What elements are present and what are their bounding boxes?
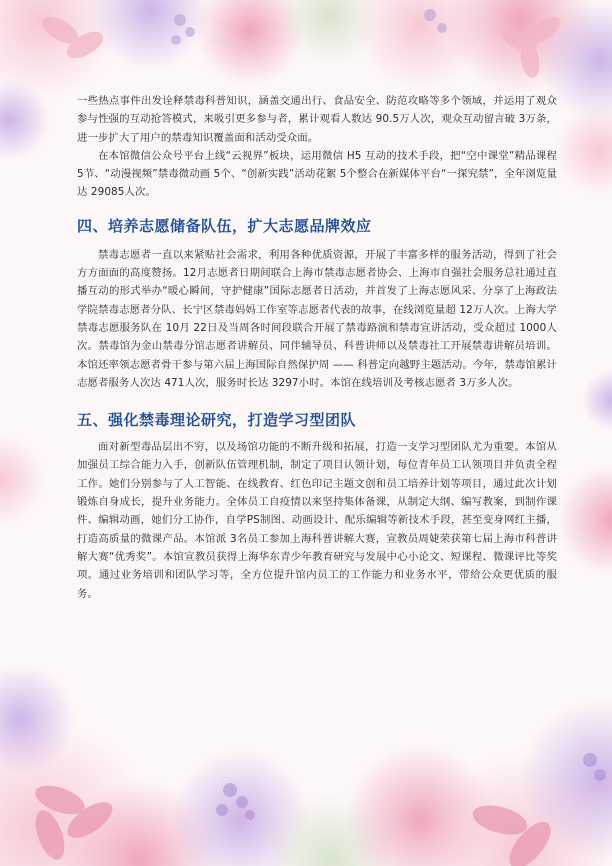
article-body <box>77 92 557 603</box>
section-heading-5: 五、强化禁毒理论研究，打造学习型团队 <box>77 411 357 430</box>
section-5-paragraph: 面对新型毒品层出不穷，以及场馆功能的不断升级和拓展，打造一支学习型团队尤为重要。本馆从加强员工综合能力入手，创新队伍管理机制，制定了项目认领计划，每位青年员工认领项目并负责全程工作。她们分别参与了人工智能、在线教育、红色印记主题文创和员工培养计划等项目，通过此次计划锻炼自身成长，提升业务能力。全体员工自疫情以来坚持集体备课，从制定大纲、编写教案，到制作课件、编辑动画，她们分工协作，自学PS制图、动画设计、配乐编辑等新技术手段，甚至变身网红主播，打造高质量的微课产品。本馆派 3名员工参加上海科普讲解大赛，宣教员周婕荣获第七届上海市科普讲解大赛“优秀奖”。本馆宣教员获得上海华东青少年教育研究与发展中心小论文、短课程、微课评比等奖项。通过业务培训和团队学习等，全方位提升馆内员工的工作能力和业务水平，带给公众更优质的服务。 <box>77 441 557 600</box>
intro-paragraph-1: 一些热点事件出发诠释禁毒科普知识，涵盖交通出行、食品安全、防范攻略等多个领域，并运用了观众参与性强的互动抢答模式，来吸引更多参与者，累计观看人数达 90.5万人次，观众互动留言破 3万条，进一步扩大了用户的禁毒知识覆盖面和活动受众面。 <box>77 95 557 144</box>
intro-paragraph-2: 在本馆微信公众号平台上线“云视界”板块，运用微信 H5 互动的技术手段，把“空中课堂”精品课程5节、“动漫视频”禁毒微动画 5个、“创新实践”活动花絮 5个整合在新媒体平台“一探究禁”，全年浏览量达 29085人次。 <box>77 149 557 199</box>
section-4-paragraph: 禁毒志愿者一直以来紧贴社会需求，利用各种优质资源，开展了丰富多样的服务活动，得到了社会方方面面的高度赞扬。12月志愿者日期间联合上海市禁毒志愿者协会、上海市自强社会服务总社通过直播互动的形式举办“暖心瞬间，守护健康”国际志愿者日活动，并首发了上海志愿风采、分享了上海政法学院禁毒志愿者分队、长宁区禁毒妈妈工作室等志愿者代表的故事，在线浏览量超 12万人次。上海大学禁毒志愿服务队在 10月 22日及当周各时间段联合开展了禁毒路演和禁毒宣讲活动，受众超过 1000人次。禁毒馆为金山禁毒分馆志愿者讲解员、同伴辅导员、科普讲师以及禁毒社工开展禁毒讲解员培训。本馆还率领志愿者骨干参与第六届上海国际自然保护周 —— 科普定向越野主题活动。今年，禁毒馆累计志愿者服务人次达 471人次，服务时长达 3297小时。本馆在线培训及考核志愿者 3万多人次。 <box>77 248 557 389</box>
section-heading-4: 四、培养志愿储备队伍，扩大志愿品牌效应 <box>77 216 372 235</box>
